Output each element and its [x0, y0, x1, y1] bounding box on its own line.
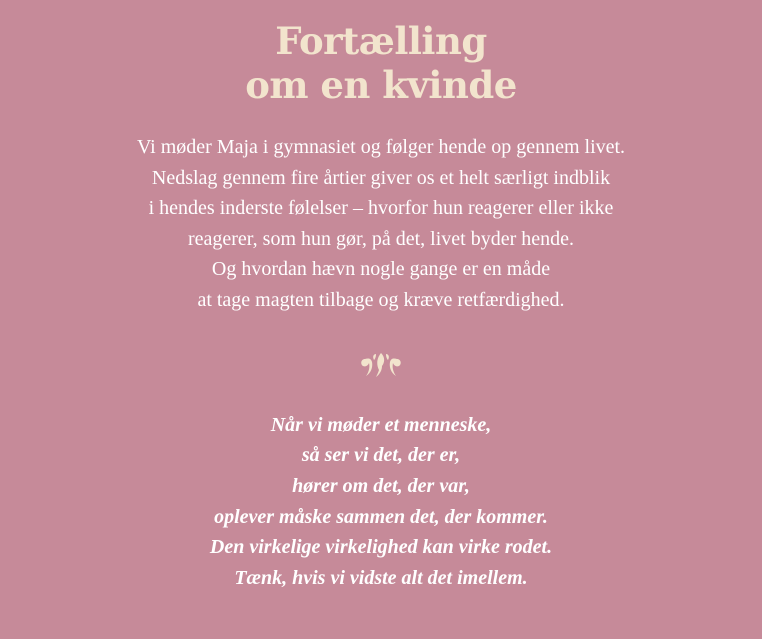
intro-line: i hendes inderste følelser – hvorfor hun reagerer eller ikke	[148, 197, 614, 220]
quote-line: oplever måske sammen det, der kommer.	[214, 505, 548, 528]
quote-line: Når vi møder et menneske,	[270, 413, 492, 436]
quote-line: Tænk, hvis vi vidste alt det imellem.	[234, 567, 528, 590]
intro-line: at tage magten tilbage og kræve retfærdighed.	[197, 288, 565, 311]
intro-line: Og hvordan hævn nogle gange er en måde	[211, 258, 551, 281]
quote-line: hører om det, der var,	[292, 474, 470, 497]
quote-line: så ser vi det, der er,	[301, 444, 461, 467]
page-title	[0, 19, 762, 107]
intro-text	[0, 132, 762, 316]
quote-text	[0, 410, 762, 594]
intro-line: reagerer, som hun gør, på det, livet byder hende.	[187, 227, 575, 250]
floral-ornament-icon	[359, 351, 403, 379]
title-line-2: om en kvinde	[245, 63, 517, 107]
intro-line: Vi møder Maja i gymnasiet og følger hende op gennem livet.	[136, 136, 626, 158]
quote-line: Den virkelige virkelighed kan virke rodet.	[209, 536, 553, 559]
intro-line: Nedslag gennem fire årtier giver os et helt særligt indblik	[151, 166, 611, 189]
title-line-1: Fortælling	[275, 19, 487, 63]
